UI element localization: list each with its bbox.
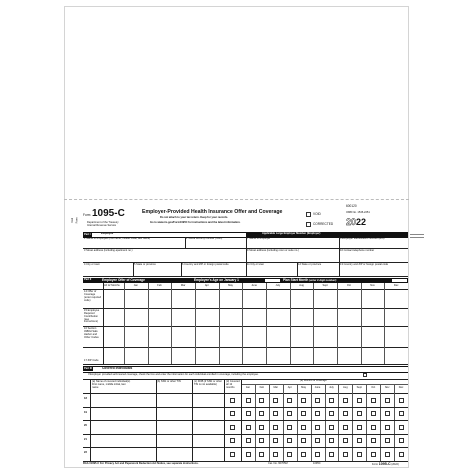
part2-month-header: Jan	[133, 284, 138, 287]
month-coverage-checkbox[interactable]	[385, 398, 390, 403]
part1-row-line	[83, 276, 408, 277]
month-coverage-checkbox[interactable]	[301, 398, 306, 403]
row-15-month-cell[interactable]	[220, 309, 242, 325]
part3-col-line	[311, 384, 312, 461]
month-coverage-checkbox[interactable]	[246, 398, 251, 403]
covered-all-12-months-checkbox[interactable]	[230, 425, 235, 430]
part3-label: Part III	[84, 367, 92, 370]
row-17-month-cell[interactable]	[338, 348, 360, 363]
month-coverage-checkbox[interactable]	[287, 425, 292, 430]
covered-all-12-months-checkbox[interactable]	[230, 438, 235, 443]
dob-field[interactable]	[193, 435, 223, 447]
footer-cat-no: Cat. No. 60705M	[268, 462, 288, 465]
month-coverage-checkbox[interactable]	[287, 452, 292, 457]
field-8-label: 8 Employer identification number (EIN)	[340, 237, 385, 240]
row-15-month-cell[interactable]	[385, 309, 407, 325]
row-14-month-cell[interactable]	[385, 290, 407, 307]
month-coverage-checkbox[interactable]	[287, 398, 292, 403]
covered-all-12-months-checkbox[interactable]	[230, 452, 235, 457]
part2-row-line	[83, 364, 408, 365]
month-coverage-checkbox[interactable]	[399, 438, 404, 443]
part2-month-header: May	[228, 284, 233, 287]
tax-year-digits: 22	[356, 217, 367, 227]
month-coverage-checkbox[interactable]	[315, 411, 320, 416]
part3-month-header: Aug	[343, 386, 348, 389]
part3-col-line	[352, 384, 353, 461]
month-coverage-checkbox[interactable]	[399, 411, 404, 416]
month-coverage-checkbox[interactable]	[287, 438, 292, 443]
month-coverage-checkbox[interactable]	[259, 425, 264, 430]
row-17-all-months-cell[interactable]	[104, 348, 123, 363]
part3-col-line	[269, 384, 270, 461]
perforation-line	[64, 199, 409, 200]
part3-month-header: Jan	[245, 386, 251, 389]
month-coverage-checkbox[interactable]	[371, 438, 376, 443]
part3-col-line	[366, 384, 367, 461]
row-15-month-cell[interactable]	[291, 309, 313, 325]
row-16-month-cell[interactable]	[172, 327, 194, 346]
covered-name-field[interactable]	[91, 448, 155, 460]
covered-all-12-months-checkbox[interactable]	[230, 398, 235, 403]
part3-col-line	[380, 384, 381, 461]
row-16-month-cell[interactable]	[291, 327, 313, 346]
part3-row-number: 19	[84, 410, 87, 414]
footer-privacy	[83, 463, 198, 466]
row-14-month-cell[interactable]	[149, 290, 171, 307]
tax-year	[346, 218, 366, 227]
month-coverage-checkbox[interactable]	[385, 452, 390, 457]
month-coverage-checkbox[interactable]	[273, 438, 278, 443]
row-16-month-cell[interactable]	[362, 327, 384, 346]
form-title: Employer-Provided Health Insurance Offer and Coverage	[142, 209, 283, 215]
month-coverage-checkbox[interactable]	[329, 425, 334, 430]
field-1-label: 1 Name of employee (first name, middle initial, last name)	[84, 237, 151, 240]
part2-month-header: Sept	[322, 284, 328, 287]
row-16-month-cell[interactable]	[338, 327, 360, 346]
col-b-header: (b) SSN or other TIN	[157, 380, 181, 383]
part3-header-line	[83, 379, 408, 380]
row-14-all-months-cell[interactable]	[104, 290, 123, 307]
dob-field[interactable]	[193, 408, 223, 420]
ssn-field[interactable]	[157, 421, 191, 433]
corrected-label: CORRECTED	[313, 222, 334, 226]
part3-month-header: Sept	[356, 386, 362, 389]
row-14-month-cell[interactable]	[362, 290, 384, 307]
month-coverage-checkbox[interactable]	[246, 438, 251, 443]
part3-month-header: Oct	[371, 386, 376, 389]
plan-start-month-title: Plan Start Month	[283, 278, 309, 282]
month-coverage-checkbox[interactable]	[343, 438, 348, 443]
month-coverage-checkbox[interactable]	[343, 411, 348, 416]
row-16-all-months-cell[interactable]	[104, 327, 123, 346]
margin-tick	[410, 234, 424, 235]
part3-title: Covered Individuals	[102, 366, 133, 370]
row-16-month-cell[interactable]	[314, 327, 336, 346]
row-17-month-cell[interactable]	[125, 348, 147, 363]
part2-month-header: Mar	[180, 284, 186, 287]
part1-employee-header: Employee	[101, 232, 114, 235]
month-coverage-checkbox[interactable]	[399, 398, 404, 403]
month-coverage-checkbox[interactable]	[329, 398, 334, 403]
plan-start-month-input[interactable]	[391, 278, 408, 283]
month-coverage-checkbox[interactable]	[315, 438, 320, 443]
row-15-month-cell[interactable]	[172, 309, 194, 325]
row-17-month-cell[interactable]	[220, 348, 242, 363]
part3-col-line	[394, 384, 395, 461]
part3-month-header: June	[314, 386, 321, 389]
field-4-label: 4 City or town	[84, 263, 100, 266]
void-label: VOID	[313, 212, 321, 216]
part2-month-header: Nov	[370, 284, 375, 287]
ssn-field[interactable]	[157, 408, 191, 420]
dept-treasury: Department of the Treasury	[87, 221, 119, 224]
part3-month-header: Nov	[384, 386, 390, 389]
form-number: 1095-C	[92, 208, 125, 219]
col-a-header: (a) Name of covered individual(s) First name, middle initial, last name	[92, 380, 131, 389]
month-coverage-checkbox[interactable]	[301, 411, 306, 416]
row-15-month-cell[interactable]	[338, 309, 360, 325]
footer-form-year: (2022)	[391, 463, 399, 466]
month-coverage-checkbox[interactable]	[273, 452, 278, 457]
part2-month-header: Feb	[157, 284, 162, 287]
part3-instruction: If Employer provided self-insured coverage, check the box and enter the information for each individual enrolled in coverage, including the employee.	[88, 373, 259, 376]
all-12-months-label: All 12 Months	[104, 284, 120, 287]
month-coverage-checkbox[interactable]	[273, 398, 278, 403]
part2-month-header: Apr	[204, 284, 209, 287]
row-17-month-cell[interactable]	[172, 348, 194, 363]
col-c-header: (c) DOB (if SSN or other TIN is not available)	[194, 380, 222, 386]
margin-tick	[410, 237, 424, 238]
col-d-header: (d) Covered all 12 months	[226, 380, 240, 389]
part2-month-header: Oct	[346, 284, 351, 287]
footer-privacy-text: For Privacy Act and Paperwork Reduction Act Notice, see separate instructions.	[99, 462, 199, 465]
omb-number: OMB No. 1545-2251	[346, 211, 370, 214]
field-2-label: 2 Social security number (SSN)	[186, 237, 223, 240]
row-16-month-cell[interactable]	[149, 327, 171, 346]
part3-col-line	[255, 384, 256, 461]
ssn-field[interactable]	[157, 448, 191, 460]
month-coverage-checkbox[interactable]	[357, 411, 362, 416]
side-label-form: Form	[75, 217, 79, 224]
row-15-all-months-cell[interactable]	[104, 309, 123, 325]
field-9-label: 9 Street address (including room or suite no.)	[247, 249, 299, 252]
month-coverage-checkbox[interactable]	[315, 425, 320, 430]
form-label-small: Form	[83, 213, 91, 217]
month-coverage-checkbox[interactable]	[357, 398, 362, 403]
month-coverage-checkbox[interactable]	[329, 438, 334, 443]
form-note-1: Do not attach to your tax return. Keep for your records.	[160, 216, 229, 219]
part3-month-header: May	[301, 386, 307, 389]
row-15-month-cell[interactable]	[196, 309, 218, 325]
month-coverage-checkbox[interactable]	[273, 425, 278, 430]
month-coverage-checkbox[interactable]	[371, 398, 376, 403]
row-17-month-cell[interactable]	[291, 348, 313, 363]
row-15-month-cell[interactable]	[125, 309, 147, 325]
month-coverage-checkbox[interactable]	[287, 411, 292, 416]
row-15-month-cell[interactable]	[243, 309, 265, 325]
footer-privacy-prefix: RAA #1095-C	[83, 462, 100, 465]
row-16-month-cell[interactable]	[196, 327, 218, 346]
month-coverage-checkbox[interactable]	[385, 425, 390, 430]
footer-form-number: 1095-C	[378, 462, 391, 466]
row-15-month-cell[interactable]	[314, 309, 336, 325]
part2-month-header: July	[275, 284, 281, 287]
row-14-month-cell[interactable]	[314, 290, 336, 307]
field-12-label: 12 State or province	[298, 263, 322, 266]
footer-code: 1095C	[313, 462, 321, 465]
row-16-month-cell[interactable]	[385, 327, 407, 346]
month-coverage-checkbox[interactable]	[329, 411, 334, 416]
row-16-month-cell[interactable]	[267, 327, 289, 346]
month-coverage-checkbox[interactable]	[357, 452, 362, 457]
row-14-month-cell[interactable]	[243, 290, 265, 307]
part3-col-line	[325, 384, 326, 461]
month-coverage-checkbox[interactable]	[259, 398, 264, 403]
field-13-label: 13 Country and ZIP or foreign postal code	[340, 263, 389, 266]
part2-month-header: Dec	[393, 284, 399, 287]
field-3-label: 3 Street address (including apartment no.)	[84, 249, 133, 252]
covered-name-field[interactable]	[91, 408, 155, 420]
form-note-2: Go to www.irs.gov/Form1095C for instructions and the latest information.	[150, 221, 241, 224]
row-17-month-cell[interactable]	[385, 348, 407, 363]
part3-col-line	[338, 384, 339, 461]
field-5-label: 5 State or province	[134, 263, 156, 266]
field-6-label: 6 Country and ZIP or foreign postal code	[182, 263, 229, 266]
month-coverage-checkbox[interactable]	[259, 452, 264, 457]
part1-employer-header: Applicable Large Employer Member (Employer)	[262, 232, 321, 235]
month-coverage-checkbox[interactable]	[315, 452, 320, 457]
row-14-label: 14 Offer of Coverage (enter required code)	[84, 290, 102, 302]
part2-month-header: Aug	[299, 284, 304, 287]
ssn-field[interactable]	[157, 394, 191, 406]
month-coverage-checkbox[interactable]	[301, 438, 306, 443]
part3-month-header: Dec	[398, 386, 404, 389]
month-coverage-checkbox[interactable]	[273, 411, 278, 416]
row-15-month-cell[interactable]	[267, 309, 289, 325]
month-coverage-checkbox[interactable]	[329, 452, 334, 457]
plan-start-month-label	[283, 279, 337, 283]
part3-month-header: Apr	[287, 386, 292, 389]
row-14-month-cell[interactable]	[172, 290, 194, 307]
row-16-month-cell[interactable]	[243, 327, 265, 346]
covered-name-field[interactable]	[91, 421, 155, 433]
row-17-month-cell[interactable]	[196, 348, 218, 363]
row-14-month-cell[interactable]	[125, 290, 147, 307]
footer-form	[372, 463, 399, 467]
part3-col-line	[297, 384, 298, 461]
month-coverage-checkbox[interactable]	[315, 398, 320, 403]
month-coverage-checkbox[interactable]	[371, 425, 376, 430]
row-14-month-cell[interactable]	[338, 290, 360, 307]
month-coverage-checkbox[interactable]	[385, 438, 390, 443]
row-14-month-cell[interactable]	[220, 290, 242, 307]
part3-month-header: July	[329, 386, 334, 389]
row-16-month-cell[interactable]	[220, 327, 242, 346]
dob-field[interactable]	[193, 394, 223, 406]
part2-month-header: June	[251, 284, 257, 287]
dob-field[interactable]	[193, 448, 223, 460]
month-coverage-checkbox[interactable]	[371, 411, 376, 416]
row-14-month-cell[interactable]	[267, 290, 289, 307]
month-coverage-checkbox[interactable]	[343, 425, 348, 430]
irs-label: Internal Revenue Service	[87, 224, 117, 227]
part1-label: Part I	[84, 233, 91, 236]
covered-all-12-months-checkbox[interactable]	[230, 411, 235, 416]
field-10-label: 10 Contact telephone number	[340, 249, 375, 252]
void-checkbox[interactable]	[306, 212, 311, 217]
month-coverage-checkbox[interactable]	[357, 425, 362, 430]
covered-name-field[interactable]	[91, 394, 155, 406]
part1-divider	[246, 237, 247, 276]
part3-col-line	[283, 384, 284, 461]
ssn-field[interactable]	[157, 435, 191, 447]
row-14-month-cell[interactable]	[196, 290, 218, 307]
month-coverage-checkbox[interactable]	[399, 425, 404, 430]
row-15-month-cell[interactable]	[362, 309, 384, 325]
row-17-label: 17 ZIP Code	[84, 359, 99, 362]
row-17-month-cell[interactable]	[267, 348, 289, 363]
month-coverage-checkbox[interactable]	[343, 452, 348, 457]
part3-month-header: Feb	[259, 386, 265, 389]
row-17-month-cell[interactable]	[362, 348, 384, 363]
month-coverage-checkbox[interactable]	[371, 452, 376, 457]
month-coverage-checkbox[interactable]	[246, 452, 251, 457]
row-14-month-cell[interactable]	[291, 290, 313, 307]
row-15-month-cell[interactable]	[149, 309, 171, 325]
row-17-month-cell[interactable]	[314, 348, 336, 363]
tax-year-century: 20	[346, 217, 357, 227]
month-coverage-checkbox[interactable]	[259, 411, 264, 416]
month-coverage-checkbox[interactable]	[259, 438, 264, 443]
month-coverage-checkbox[interactable]	[343, 398, 348, 403]
month-coverage-checkbox[interactable]	[246, 411, 251, 416]
month-coverage-checkbox[interactable]	[357, 438, 362, 443]
month-coverage-checkbox[interactable]	[385, 411, 390, 416]
row-17-month-cell[interactable]	[149, 348, 171, 363]
row-15-label: 15 Employee Required Contribution (see instructions)	[84, 309, 100, 324]
part3-row-number: 18	[84, 397, 87, 400]
covered-name-field[interactable]	[91, 435, 155, 447]
field-11-label: 11 City or town	[247, 263, 265, 266]
part3-month-header: Mar	[273, 386, 278, 389]
month-coverage-checkbox[interactable]	[399, 452, 404, 457]
dob-field[interactable]	[193, 421, 223, 433]
part2-title: Employee Offer of Coverage	[102, 278, 145, 282]
corrected-checkbox[interactable]	[306, 222, 311, 227]
footer-form-label: Form	[372, 463, 379, 466]
employee-age-label: Employee's Age on January 1	[194, 278, 239, 282]
part2-label: Part II	[84, 278, 92, 281]
part3-row-number: 22	[84, 451, 87, 455]
month-coverage-checkbox[interactable]	[301, 425, 306, 430]
self-insured-checkbox[interactable]	[363, 373, 367, 377]
field-7-label: 7 Name of employer	[247, 237, 271, 240]
col-e-header: (e) Months of coverage	[300, 379, 327, 382]
row-16-label: 16 Section 4980H Safe Harbor and Other Codes	[84, 327, 99, 339]
row-17-month-cell[interactable]	[243, 348, 265, 363]
side-label-void: Void	[71, 217, 75, 223]
part3-row-number: 20	[84, 424, 87, 428]
month-coverage-checkbox[interactable]	[301, 452, 306, 457]
form-code-top: 600120	[346, 204, 357, 208]
row-16-month-cell[interactable]	[125, 327, 147, 346]
month-coverage-checkbox[interactable]	[246, 425, 251, 430]
part3-row-number: 21	[84, 437, 87, 441]
plan-start-month-note: (enter 2-digit number):	[309, 279, 337, 282]
